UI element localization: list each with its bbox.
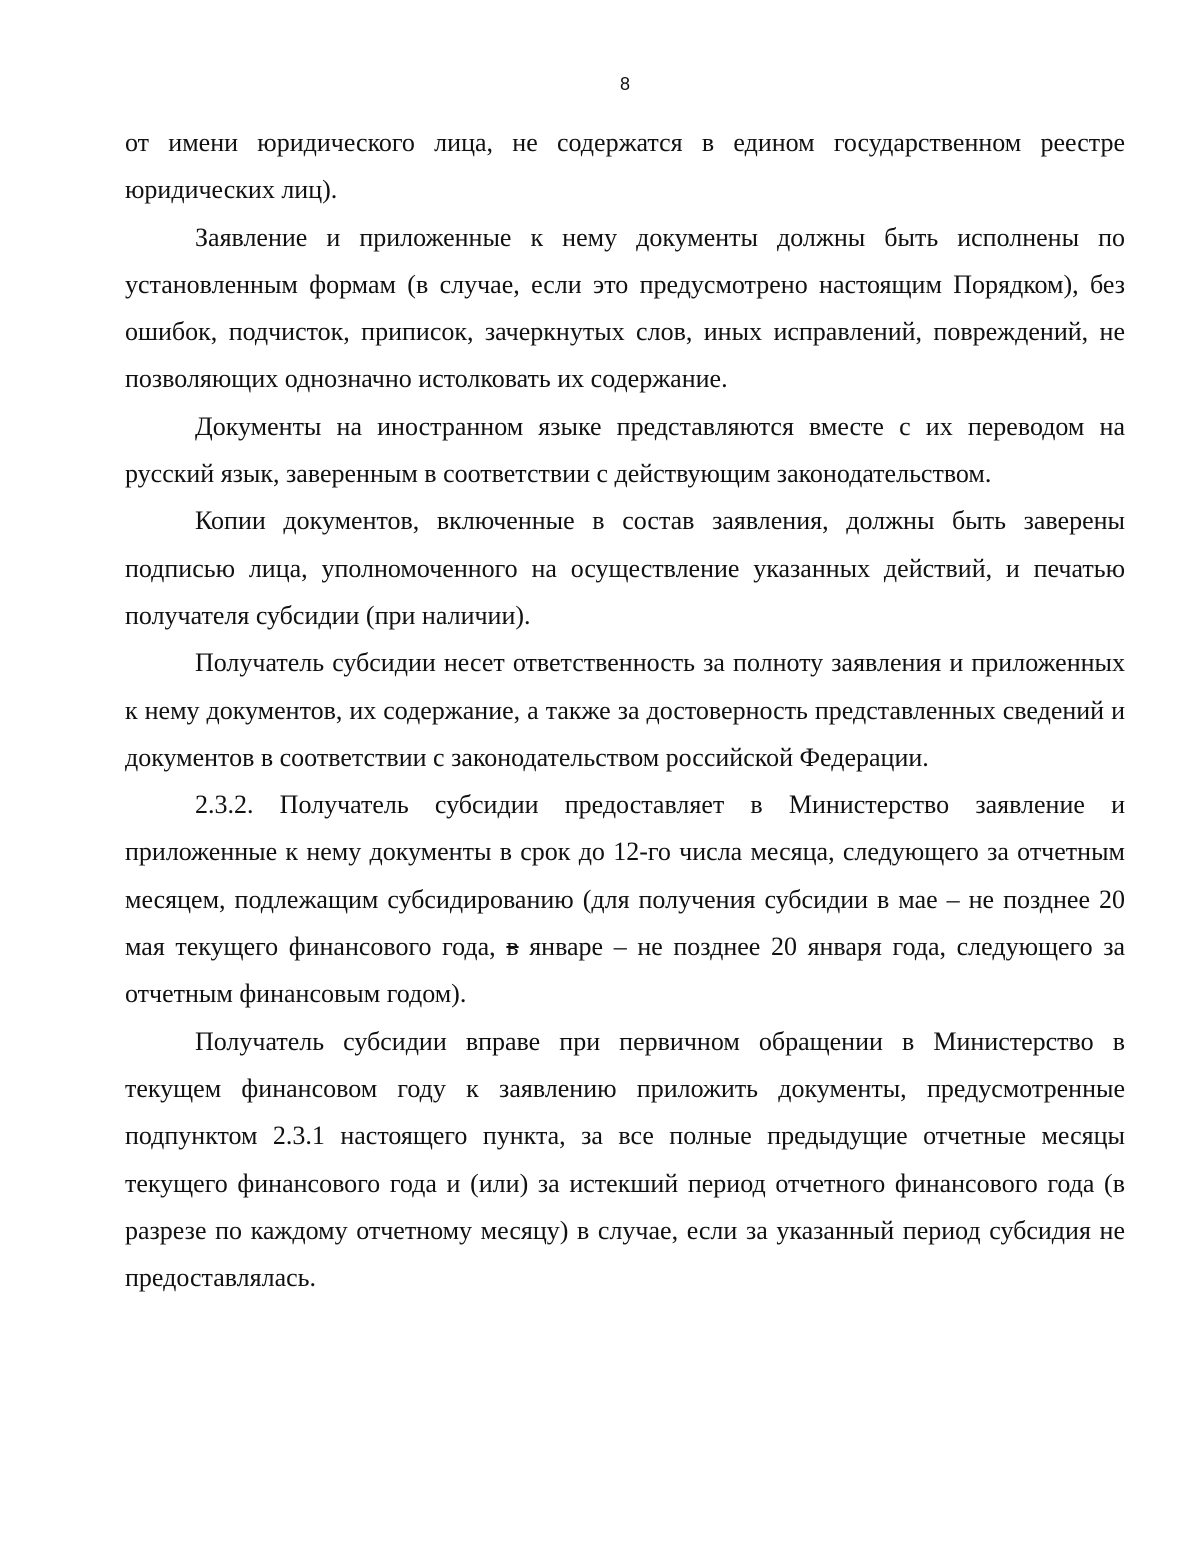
- paragraph-foreign-documents: Документы на иностранном языке представляются вместе с их переводом на русский язык, заверенным в соответствии с действующим законодательством.: [125, 411, 1125, 489]
- paragraph-recipient-responsibility: Получатель субсидии несет ответственность за полноту заявления и приложенных к нему документов, их содержание, а также за достоверность представленных сведений и документов в соответствии с законодательством российской Федерации.: [125, 648, 1125, 772]
- paragraph-document-copies: Копии документов, включенные в состав заявления, должны быть заверены подписью лица, уполномоченного на осуществление указанных действий, и печатью получателя субсидии (при наличии).: [125, 506, 1125, 630]
- clause-2-3-2-text-start: 2.3.2. Получатель субсидии предоставляет в Министерство заявление и приложенные к нему документы в срок до 12-го числа месяца, следующего за отчетным месяцем, подлежащим субсидированию (для получения субсидии в мае – не позднее 20 мая текущего финансового года,: [125, 790, 1125, 962]
- paragraph-legal-entities-registry: от имени юридического лица, не содержатся в едином государственном реестре юридических лиц).: [125, 128, 1125, 205]
- page-number: 8: [619, 74, 630, 94]
- paragraph-clause-2-3-2: [125, 781, 1125, 1017]
- paragraph-application-forms: Заявление и приложенные к нему документы должны быть исполнены по установленным формам (в случае, если это предусмотрено настоящим Порядком), без ошибок, подчисток, приписок, зачеркнутых слов, иных исправлений, повреждений, не позволяющих однозначно истолковать их содержание.: [125, 222, 1125, 394]
- clause-2-3-2-text-end: январе – не позднее 20 января года, следующего за отчетным финансовым годом).: [125, 932, 1126, 1009]
- document-body: [125, 119, 1125, 1301]
- paragraph-initial-application: Получатель субсидии вправе при первичном обращении в Министерство в текущем финансовом году к заявлению приложить документы, предусмотренные подпунктом 2.3.1 настоящего пункта, за все полные предыдущие отчетные месяцы текущего финансового года и (или) за истекший период отчетного финансового года (в разрезе по каждому отчетному месяцу) в случае, если за указанный период субсидия не предоставлялась.: [125, 1026, 1125, 1293]
- struck-word: в: [506, 932, 519, 962]
